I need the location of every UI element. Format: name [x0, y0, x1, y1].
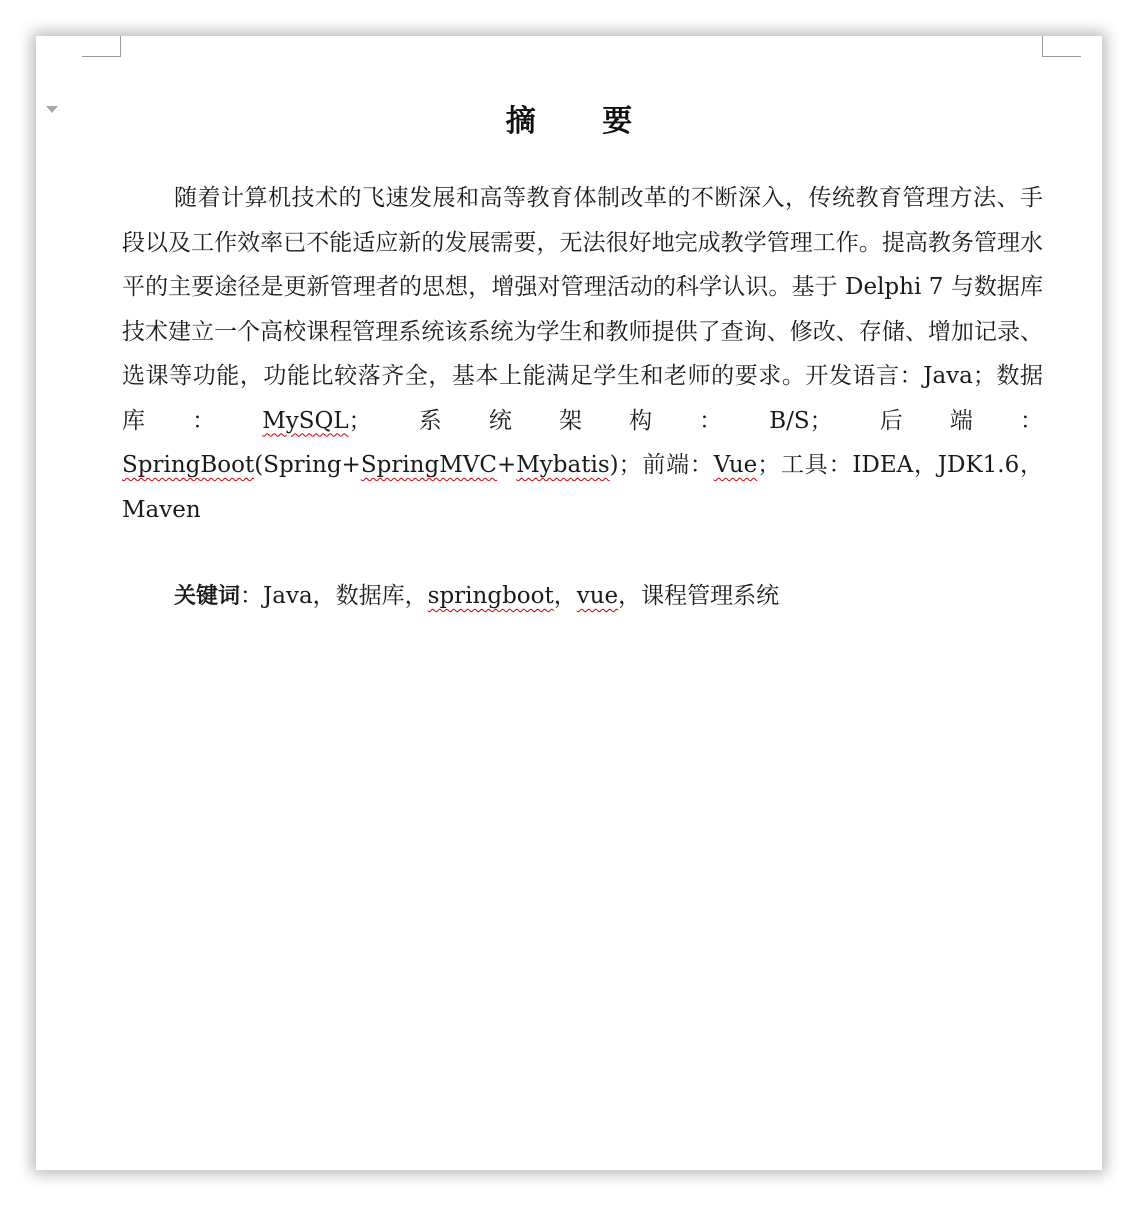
spellcheck-word-vue-kw: vue: [576, 583, 619, 609]
abstract-paragraph: [122, 176, 1043, 532]
spellcheck-word-mybatis: Mybatis: [516, 452, 610, 478]
top-left-margin-mark: [82, 36, 121, 57]
abstract-text-2: ；系统架构：B/S；后端：: [348, 407, 1043, 434]
abstract-title: 摘 要: [505, 104, 661, 139]
spellcheck-word-vue: Vue: [713, 452, 758, 478]
keywords-colon: ：: [240, 583, 264, 609]
top-right-margin-mark: [1042, 36, 1081, 57]
document-page: [36, 36, 1102, 1170]
spellcheck-word-mysql: MySQL: [262, 407, 349, 434]
abstract-text-5: )；前端：: [609, 452, 714, 478]
keywords-text-5: ，课程管理系统: [618, 583, 780, 609]
abstract-text-3: (Spring+: [254, 452, 361, 478]
abstract-text-1: 随着计算机技术的飞速发展和高等教育体制改革的不断深入，传统教育管理方法、手段以及工作效率已不能适应新的发展需要，无法很好地完成教学管理工作。提高教务管理水平的主要途径是更新管理者的思想，增强对管理活动的科学认识。基于 Delphi 7 与数据库技术建立一个高校课程管理系统该系统为学生和教师提供了查询、修改、存储、增加记录、选课等功能，功能比较落齐全，基本上能满足学生和老师的要求。开发语言：Java；数据库：: [122, 185, 1043, 434]
keywords-text-3: ，: [553, 583, 577, 609]
keywords-text-1: Java，数据库，: [263, 583, 428, 609]
keywords-label: 关键词: [174, 584, 241, 609]
abstract-text-6: ；工具：IDEA，JDK1.6，Maven: [122, 452, 1043, 523]
spellcheck-word-springboot-kw: springboot: [427, 583, 554, 609]
abstract-text-4: +: [496, 452, 517, 478]
keywords-line: [174, 579, 779, 614]
spellcheck-word-springmvc: SpringMVC: [360, 452, 497, 478]
spellcheck-word-springboot: SpringBoot: [122, 452, 255, 478]
